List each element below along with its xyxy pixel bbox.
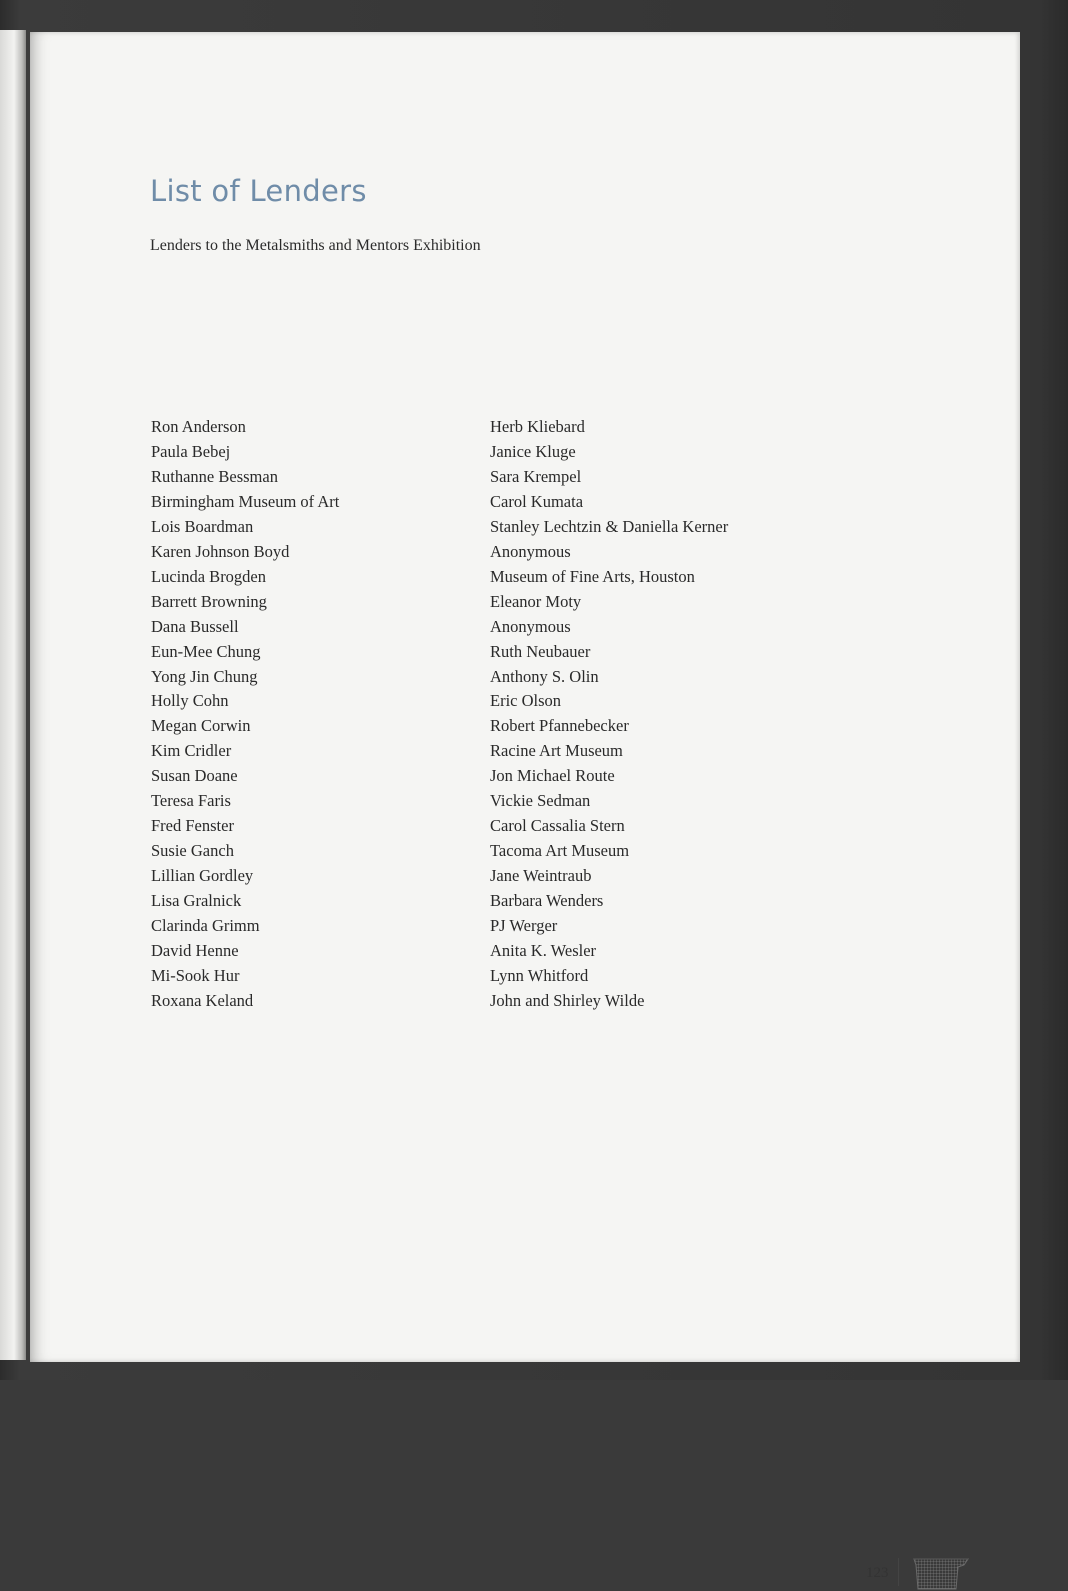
lender-name: Carol Cassalia Stern bbox=[490, 816, 625, 836]
lender-name: Lucinda Brogden bbox=[151, 566, 267, 586]
page-subtitle: Lenders to the Metalsmiths and Mentors Exhibition bbox=[150, 237, 481, 254]
lender-name: Anonymous bbox=[490, 616, 571, 636]
lender-name: Paula Bebej bbox=[151, 441, 231, 461]
lender-name: Barrett Browning bbox=[151, 591, 267, 611]
lender-name: Jane Weintraub bbox=[490, 866, 592, 886]
lender-name: Karen Johnson Boyd bbox=[151, 541, 290, 561]
lender-name: Janice Kluge bbox=[490, 441, 576, 461]
lender-name: Robert Pfannebecker bbox=[490, 716, 629, 736]
lender-name: PJ Werger bbox=[490, 916, 558, 936]
lender-name: Jon Michael Route bbox=[490, 766, 615, 786]
lender-name: Anonymous bbox=[490, 541, 571, 561]
book-page bbox=[30, 32, 1020, 1362]
lender-name: Lillian Gordley bbox=[151, 866, 254, 886]
facing-page-edge bbox=[0, 30, 26, 1360]
lender-name: Carol Kumata bbox=[490, 491, 584, 511]
lender-name: Kim Cridler bbox=[151, 741, 232, 761]
lender-name: Lisa Gralnick bbox=[151, 891, 242, 911]
lender-name: Megan Corwin bbox=[151, 716, 251, 736]
lender-name: Lynn Whitford bbox=[490, 965, 589, 985]
lender-name: Clarinda Grimm bbox=[151, 916, 260, 936]
lender-name: Anita K. Wesler bbox=[490, 941, 597, 961]
lender-name: Anthony S. Olin bbox=[490, 666, 599, 686]
lender-name: Eun-Mee Chung bbox=[151, 641, 261, 661]
lender-name: David Henne bbox=[151, 941, 239, 961]
lender-name: Mi-Sook Hur bbox=[151, 965, 240, 985]
vessel-grid-icon bbox=[912, 1555, 970, 1591]
lender-name: Fred Fenster bbox=[151, 816, 234, 836]
lender-name: Yong Jin Chung bbox=[151, 666, 258, 686]
lender-name: Ron Anderson bbox=[151, 417, 246, 436]
lender-name: Vickie Sedman bbox=[490, 791, 591, 811]
lender-name: Birmingham Museum of Art bbox=[151, 491, 340, 511]
lender-name: Dana Bussell bbox=[151, 616, 239, 636]
lender-name: Lois Boardman bbox=[151, 516, 254, 536]
lender-name: Eric Olson bbox=[490, 691, 562, 711]
lender-name: Barbara Wenders bbox=[490, 891, 604, 911]
lender-name: Stanley Lechtzin & Daniella Kerner bbox=[490, 516, 729, 536]
lender-name: Teresa Faris bbox=[151, 791, 231, 811]
lender-name: Roxana Keland bbox=[151, 990, 254, 1010]
lender-name: Susan Doane bbox=[151, 766, 238, 786]
page-title: List of Lenders bbox=[150, 174, 367, 208]
lender-name: Ruthanne Bessman bbox=[151, 466, 278, 486]
lender-name: Susie Ganch bbox=[151, 841, 234, 861]
lender-name: John and Shirley Wilde bbox=[490, 990, 645, 1010]
lender-name: Herb Kliebard bbox=[490, 417, 585, 436]
lender-name: Racine Art Museum bbox=[490, 741, 623, 761]
lender-name: Holly Cohn bbox=[151, 691, 229, 711]
lender-name: Eleanor Moty bbox=[490, 591, 582, 611]
lender-name: Sara Krempel bbox=[490, 466, 582, 486]
lenders-column-left bbox=[151, 415, 339, 1014]
lender-name: Tacoma Art Museum bbox=[490, 841, 630, 861]
lender-name: Museum of Fine Arts, Houston bbox=[490, 566, 695, 586]
page-number: 123 bbox=[866, 1565, 889, 1581]
folio-divider bbox=[898, 1558, 899, 1586]
lender-name: Ruth Neubauer bbox=[490, 641, 591, 661]
lenders-column-right bbox=[490, 415, 728, 1014]
